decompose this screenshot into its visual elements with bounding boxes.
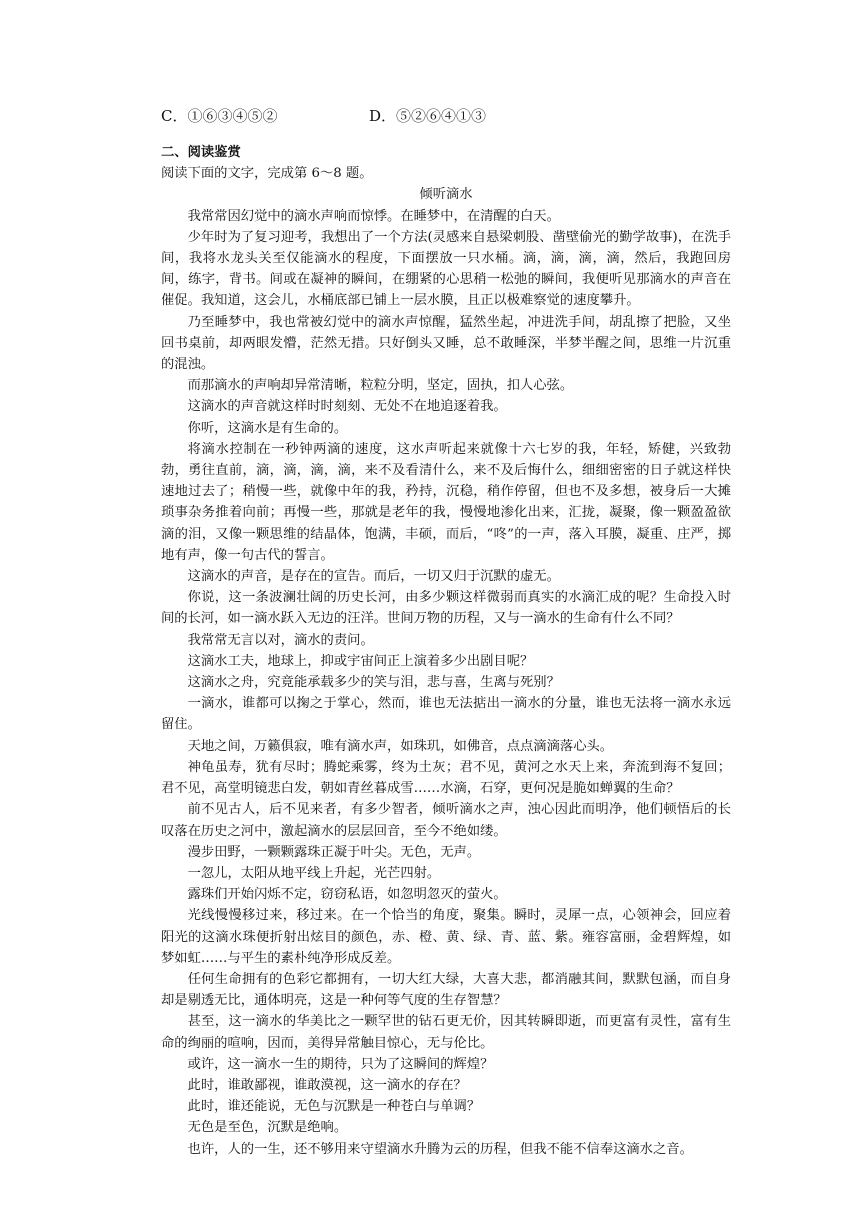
paragraph: 你听，这滴水是有生命的。 [187,420,348,436]
paragraph: 一滴水，谁都可以掬之于掌心，然而，谁也无法掂出一滴水的分量，谁也无法将一滴水永远留住。 [161,696,731,733]
paragraph: 甚至，这一滴水的华美比之一颗罕世的钻石更无价，因其转瞬即逝，而更富有灵性，富有生命的绚丽的喧响，因而，美得异常触目惊心，无与伦比。 [161,1014,731,1051]
paragraph: 神龟虽寿，犹有尽时；腾蛇乘雾，终为土灰；君不见，黄河之水天上来，奔流到海不复回；君不见，高堂明镜悲白发，朝如青丝暮成雪……水滴，石穿，更何况是脆如蝉翼的生命？ [161,759,731,797]
paragraph: 无色是至色，沉默是绝响。 [187,1120,348,1136]
paragraph: 一忽儿，太阳从地平线上升起，光芒四射。 [187,865,441,881]
paragraph: 我常常因幻觉中的滴水声响而惊悸。在睡梦中，在清醒的白天。 [187,208,560,224]
paragraph: 露珠们开始闪烁不定，窃窃私语，如忽明忽灭的萤火。 [187,887,507,903]
paragraph: 也许，人的一生，还不够用来守望滴水升腾为云的历程，但我不能不信奉这滴水之音。 [187,1141,693,1157]
paragraph: 此时，谁还能说，无色与沉默是一种苍白与单调？ [187,1099,481,1115]
document-page [131,0,731,1216]
section-title: 二、阅读鉴赏 [161,145,241,160]
paragraph: 我常常无言以对，滴水的责问。 [187,632,374,648]
paragraph: 或许，这一滴水一生的期待，只为了这瞬间的辉煌？ [187,1056,494,1072]
paragraph: 前不见古人，后不见来者，有多少智者，倾听滴水之声，浊心因此而明净，他们顿悟后的长叹落在历史之河中，激起滴水的层层回音，至今不绝如缕。 [161,802,731,839]
answer-options [161,104,681,128]
paragraph: 漫步田野，一颗颗露珠正凝于叶尖。无色，无声。 [187,844,481,860]
paragraph: 天地之间，万籁俱寂，唯有滴水声，如珠玑，如佛音，点点滴滴落心头。 [187,738,614,754]
option-d: D．⑤②⑥④①③ [369,107,487,125]
reading-section [161,142,731,1160]
paragraph: 乃至睡梦中，我也常被幻觉中的滴水声惊醒，猛然坐起，冲进洗手间，胡乱擦了把脸，又坐回书桌前，却两眼发懵，茫然无措。只好倒头又睡，总不敢睡深，半梦半醒之间，思维一片沉重的混浊。 [161,314,731,373]
paragraph: 任何生命拥有的色彩它都拥有，一切大红大绿，大喜大悲，都消融其间，默默包涵，而自身却是剔透无比，通体明亮，这是一种何等气度的生存智慧？ [161,971,731,1009]
paragraph: 这滴水的声音就这样时时刻刻、无处不在地追逐着我。 [187,399,507,415]
option-c: C．①⑥③④⑤② [161,107,278,125]
article-title: 倾听滴水 [419,187,473,203]
paragraph: 这滴水工夫，地球上，抑或宇宙间正上演着多少出剧目呢？ [187,653,534,669]
paragraph: 光线慢慢移过来，移过来。在一个恰当的角度，聚集。瞬时，灵犀一点，心领神会，回应着阳光的这滴水珠便折射出炫目的颜色，赤、橙、黄、绿、青、蓝、紫。雍容富丽，金碧辉煌，如梦如虹……与平生的素朴纯净形成反差。 [161,908,731,966]
paragraph: 将滴水控制在一秒钟两滴的速度，这水声听起来就像十六七岁的我，年轻，矫健，兴致勃勃，勇往直前，滴，滴，滴，滴，来不及看清什么，来不及后悔什么，细细密密的日子就这样快速地过去了；稍慢一些，就像中年的我，矜持，沉稳，稍作停留，但也不及多想，被身后一大摊琐事杂务推着向前；再慢一些，那就是老年的我，慢慢地渗化出来，汇拢，凝聚，像一颗盈盈欲滴的泪，又像一颗思维的结晶体，饱满，丰硕，而后，“咚”的一声，落入耳膜，凝重、庄严，掷地有声，像一句古代的誓言。 [161,441,731,563]
paragraph: 你说，这一条波澜壮阔的历史长河，由多少颗这样微弱而真实的水滴汇成的呢？生命投入时间的长河，如一滴水跃入无边的汪洋。世间万物的历程，又与一滴水的生命有什么不同？ [161,590,731,627]
paragraph: 这滴水的声音，是存在的宣告。而后，一切又归于沉默的虚无。 [187,569,560,585]
paragraph: 此时，谁敢鄙视，谁敢漠视，这一滴水的存在？ [187,1077,467,1093]
paragraph: 这滴水之舟，究竟能承载多少的笑与泪，悲与喜，生离与死别？ [187,675,560,691]
paragraph: 而那滴水的声响却异常清晰，粒粒分明，坚定，固执，扣人心弦。 [187,378,574,394]
section-instruction: 阅读下面的文字，完成第 6～8 题。 [161,166,373,182]
paragraph: 少年时为了复习迎考，我想出了一个方法(灵感来自悬梁刺股、凿壁偷光的勤学故事)，在洗手间，我将水龙头关至仅能滴水的程度，下面摆放一只水桶。滴，滴，滴，滴，然后，我跑回房间，练字，背书。间或在凝神的瞬间，在绷紧的心思稍一松弛的瞬间，我便听见那滴水的声音在催促。我知道，这会儿，水桶底部已铺上一层水膜，且正以极难察觉的速度攀升。 [161,229,731,309]
